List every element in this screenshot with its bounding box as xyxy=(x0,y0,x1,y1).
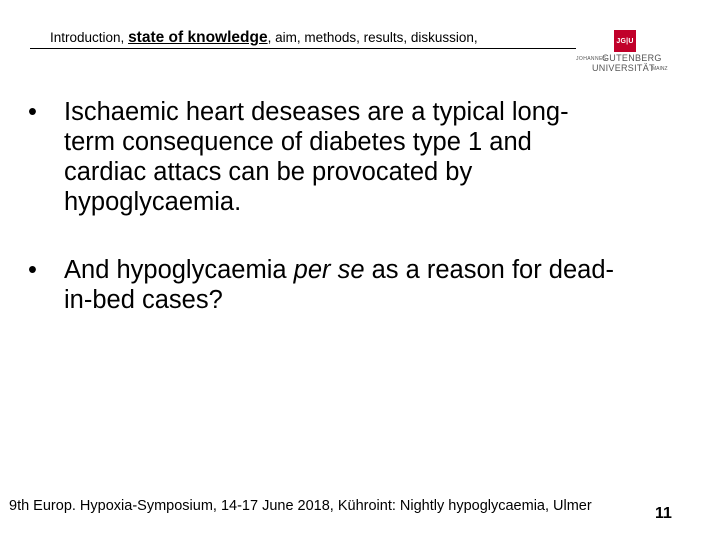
bullet-list xyxy=(28,97,618,315)
logo-line-johannes: JOHANNES xyxy=(576,56,607,62)
bullet-text-italic: per se xyxy=(293,256,365,284)
logo-mark: JG|U xyxy=(614,30,636,52)
university-logo xyxy=(572,25,672,77)
logo-line-mainz: MAINZ xyxy=(652,66,668,72)
bullet-item xyxy=(28,97,618,217)
nav-current-section: state of knowledge xyxy=(128,29,268,46)
nav-intro: Introduction, xyxy=(50,30,125,45)
nav-rest: , aim, methods, results, diskussion, xyxy=(267,30,478,45)
bullet-text: Ischaemic heart deseases are a typical long-term consequence of diabetes type 1 and cardiac attacs can be provocated by hypoglycaemia. xyxy=(64,98,569,216)
bullet-text-pre: And hypoglycaemia xyxy=(64,256,294,284)
bullet-text-post: as a reason for dead-in-bed cases? xyxy=(64,256,614,314)
page-number: 11 xyxy=(655,505,672,522)
bullet-item xyxy=(28,255,618,315)
section-nav xyxy=(30,29,576,49)
bullet-marker: • xyxy=(28,256,37,284)
logo-line-universitaet: UNIVERSITÄT xyxy=(592,63,655,73)
bullet-marker: • xyxy=(28,98,37,126)
slide-footer: 9th Europ. Hypoxia-Symposium, 14-17 June 2018, Kühroint: Nightly hypoglycaemia, Ulmer xyxy=(9,498,592,514)
logo-line-gutenberg: GUTENBERG xyxy=(602,53,662,63)
